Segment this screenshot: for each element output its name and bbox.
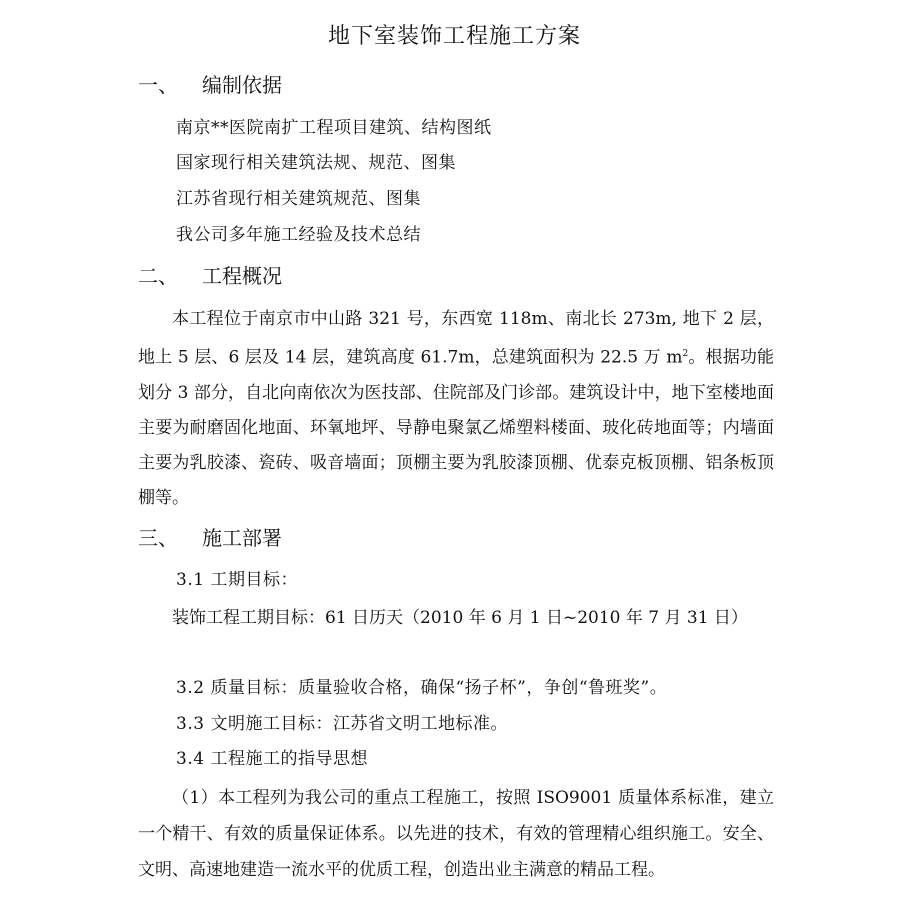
civilized-construction-target: 3.3 文明施工目标：江苏省文明工地标准。	[176, 714, 508, 734]
section-heading-2	[138, 261, 282, 291]
section-number: 三、	[138, 526, 178, 550]
guiding-thought-label: 3.4 工程施工的指导思想	[176, 749, 368, 769]
section-heading-3	[138, 523, 282, 553]
superscript: 2	[682, 349, 689, 359]
schedule-target-text: 装饰工程工期目标：61 日历天（2010 年 6 月 1 日~2010 年 7 月 31 日）	[172, 608, 748, 628]
section-number: 二、	[138, 264, 178, 288]
quality-target: 3.2 质量目标：质量验收合格，确保“扬子杯”，争创“鲁班奖”。	[176, 678, 668, 698]
section-title: 施工部署	[202, 526, 282, 550]
overview-text-part2: 。根据功能划分 3 部分，自北向南依次为医技部、住院部及门诊部。建筑设计中，地下室楼地面主要为耐磨固化地面、环氧地坪、导静电聚氯乙烯塑料楼面、玻化砖地面等；内墙面主要为乳胶漆、瓷砖、吸音墙面；顶棚主要为乳胶漆顶棚、优泰克板顶棚、铝条板顶棚等。	[138, 347, 775, 508]
basis-item-1: 南京**医院南扩工程项目建筑、结构图纸	[176, 118, 492, 138]
section-title: 工程概况	[202, 264, 282, 288]
overview-text-part1: 本工程位于南京市中山路 321 号，东西宽 118m、南北长 273m, 地下 2 层，地上 5 层、6 层及 14 层，建筑高度 61.7m，总建筑面积为 22.5 万 m	[138, 309, 774, 368]
basis-item-4: 我公司多年施工经验及技术总结	[176, 225, 421, 245]
document-title: 地下室装饰工程施工方案	[327, 24, 581, 49]
project-overview-paragraph	[138, 302, 774, 516]
section-heading-1	[138, 70, 282, 100]
basis-item-3: 江苏省现行相关建筑规范、图集	[176, 189, 421, 209]
guiding-thought-paragraph: （1）本工程列为我公司的重点工程施工，按照 ISO9001 质量体系标准，建立一个精干、有效的质量保证体系。以先进的技术，有效的管理精心组织施工。安全、文明、高速地建造一流水平的优质工程，创造出业主满意的精品工程。	[138, 788, 774, 880]
section-title: 编制依据	[202, 73, 282, 97]
section-number: 一、	[138, 73, 178, 97]
basis-item-2: 国家现行相关建筑法规、规范、图集	[176, 153, 456, 173]
schedule-target-label: 3.1 工期目标：	[176, 570, 298, 590]
